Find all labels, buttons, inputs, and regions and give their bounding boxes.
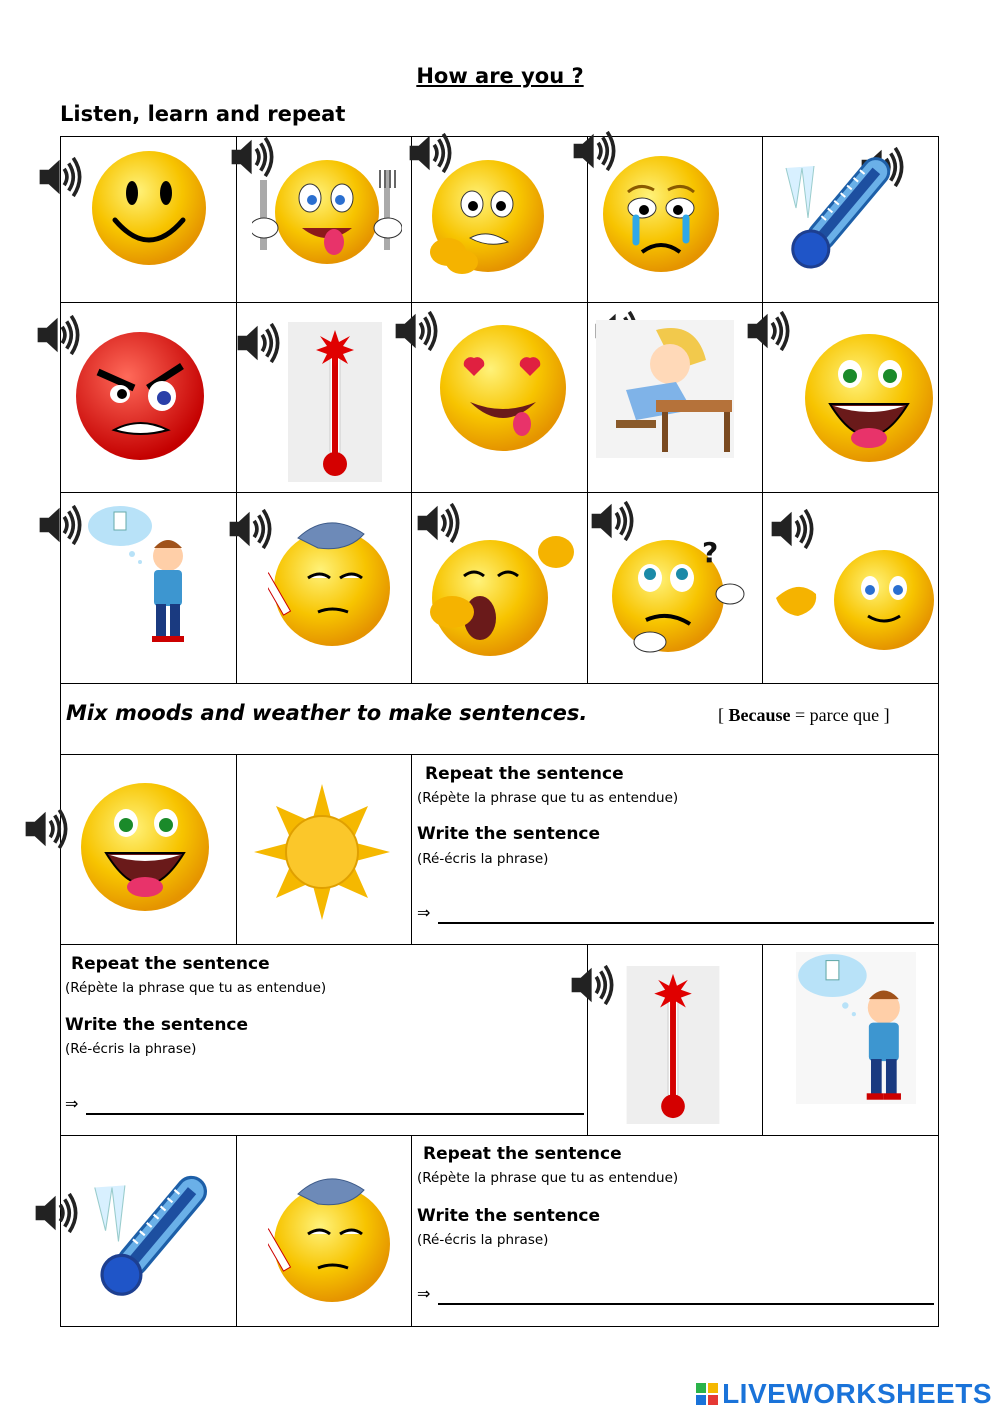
confused-smiley-icon (610, 534, 750, 656)
liveworksheets-logo-icon (696, 1383, 718, 1405)
repeat-label: Repeat the sentence (423, 1144, 622, 1164)
angry-smiley-icon (68, 326, 214, 462)
in-love-smiley-icon (434, 322, 572, 454)
sun-icon (252, 782, 392, 922)
cold-thermometer-icon (776, 148, 906, 278)
hot-thermometer-icon (626, 966, 720, 1124)
write-label: Write the sentence (65, 1015, 249, 1035)
yawning-smiley-icon (424, 528, 580, 660)
write-hint: (Ré-écris la phrase) (65, 1041, 197, 1057)
write-hint: (Ré-écris la phrase) (417, 851, 549, 867)
happy-smiley-icon (88, 148, 210, 268)
speaker-icon[interactable] (768, 504, 818, 554)
thirsty-boy-icon (86, 504, 198, 646)
section-heading-listen: Listen, learn and repeat (60, 102, 346, 126)
speaker-icon[interactable] (568, 960, 618, 1010)
sick-smiley-icon (268, 1164, 396, 1304)
speaker-icon[interactable] (234, 318, 284, 368)
laughing-smiley-icon (800, 322, 938, 468)
repeat-hint: (Répète la phrase que tu as entendue) (417, 1170, 679, 1186)
waving-smiley-icon (768, 548, 936, 654)
write-label: Write the sentence (417, 824, 601, 844)
because-hint: [ Because = parce que ] (718, 705, 890, 725)
hot-thermometer-icon (288, 322, 382, 482)
speaker-icon[interactable] (32, 1188, 82, 1238)
speaker-icon[interactable] (36, 500, 86, 550)
write-label: Write the sentence (417, 1206, 601, 1226)
svg-text:?: ? (702, 536, 719, 569)
scared-smiley-icon (426, 158, 550, 282)
thirsty-boy-icon (782, 952, 930, 1104)
liveworksheets-logo: LIVEWORKSHEETS (696, 1378, 992, 1410)
hungry-smiley-icon (252, 150, 402, 275)
laughing-smiley-icon (76, 770, 214, 918)
repeat-hint: (Répète la phrase que tu as entendue) (65, 980, 327, 996)
arrow-icon: ⇒ (417, 1284, 431, 1303)
sad-smiley-icon (600, 152, 722, 276)
answer-input-3[interactable] (438, 1279, 934, 1305)
arrow-icon: ⇒ (65, 1094, 79, 1113)
speaker-icon[interactable] (744, 306, 794, 356)
speaker-icon[interactable] (36, 152, 86, 202)
cold-thermometer-icon (84, 1166, 224, 1306)
tired-boy-at-desk-icon (596, 320, 734, 458)
repeat-label: Repeat the sentence (71, 954, 270, 974)
page-title: How are you ? (416, 64, 584, 88)
repeat-hint: (Répète la phrase que tu as entendue) (417, 790, 679, 806)
answer-input-2[interactable] (86, 1089, 584, 1115)
arrow-icon: ⇒ (417, 903, 431, 922)
repeat-label: Repeat the sentence (425, 764, 624, 784)
mix-instruction: Mix moods and weather to make sentences. (66, 701, 588, 725)
speaker-icon[interactable] (22, 804, 72, 854)
sick-smiley-icon (268, 508, 396, 648)
write-hint: (Ré-écris la phrase) (417, 1232, 549, 1248)
answer-input-1[interactable] (438, 898, 934, 924)
